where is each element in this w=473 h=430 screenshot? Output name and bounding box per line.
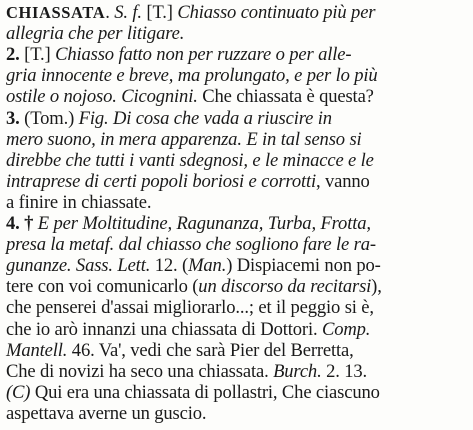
entry-line (6, 108, 332, 129)
text-run: 4. † (6, 213, 38, 234)
text-run: che io arò innanzi una chiassata di Dottori. (6, 318, 322, 340)
text-run: allegria che per litigare. (6, 23, 185, 45)
entry-line (6, 234, 376, 255)
entry-line (6, 213, 371, 234)
entry-line (6, 129, 362, 150)
text-run: Chiasso continuato più per (177, 2, 376, 23)
text-run: che penserei d'assai migliorarlo...; et il peggio si è, (6, 297, 374, 319)
text-run: ), (371, 276, 382, 298)
text-run: [T.] (141, 2, 178, 23)
text-run: Man. (188, 255, 227, 277)
text-run: ostile o nojoso. (6, 86, 122, 108)
text-run: 2. 13. (321, 360, 368, 382)
text-run: Che di novizi ha seco una chiassata. (6, 360, 274, 382)
entry-line (6, 23, 184, 44)
headword: CHIASSATA (6, 3, 106, 22)
entry-line (6, 171, 370, 192)
text-run: Mantell. (6, 339, 68, 361)
entry-line (6, 319, 370, 340)
text-run: presa la metaf. dal chiasso che sogliono fare le ra- (6, 234, 376, 256)
entry-line (6, 86, 374, 107)
text-run: gria innocente e breve, ma prolungato, e per lo più (6, 65, 378, 87)
entry-line (6, 2, 375, 23)
text-run: direbbe che tutti i vanti sdegnosi, e le minacce e le (6, 149, 374, 171)
entry-line (6, 403, 206, 424)
entry-line (6, 297, 374, 318)
text-run: Comp. (321, 318, 371, 340)
text-run: mero suono, in mera apparenza. E in tal senso si (6, 128, 362, 150)
text-run: un discorso da recitarsi (198, 276, 372, 298)
text-run: Fig. Di cosa che vada a riuscire in (78, 107, 332, 129)
entry-line (6, 192, 151, 213)
text-run: Cicognini. (121, 86, 198, 108)
entry-line (6, 382, 380, 403)
text-run: a finire in chiassate. (6, 191, 152, 213)
text-run: (C) (6, 381, 31, 403)
text-run: 3. (6, 107, 25, 129)
text-run: Che chiassata è questa? (197, 86, 374, 108)
entry-line (6, 65, 378, 86)
entry-line (6, 150, 374, 171)
text-run: S. f. (114, 2, 142, 23)
entry-line (6, 255, 381, 276)
text-run: ) Dispiacemi non po- (226, 255, 381, 277)
text-run: E per Moltitudine, Ragunanza, Turba, Frotta, (37, 213, 371, 234)
text-run: Burch. (273, 360, 322, 382)
entry-line (6, 44, 351, 65)
entry-line (6, 340, 354, 361)
entry-line (6, 276, 382, 297)
entry-line (6, 361, 367, 382)
text-run: Chiasso fatto non per ruzzare o per alle- (55, 44, 352, 66)
text-run: , vanno (316, 170, 370, 192)
text-run: Qui era una chiassata di pollastri, Che ciascuno (30, 381, 380, 403)
text-run: intraprese di certi popoli boriosi e corrotti (6, 170, 317, 192)
text-run: gunanze. Sass. Lett. (6, 255, 151, 277)
text-run: 46. Va', vedi che sarà Pier del Berretta, (67, 339, 354, 361)
text-run: aspettava averne un guscio. (6, 402, 207, 424)
text-run: tere con voi comunicarlo ( (6, 276, 199, 298)
text-run: 2. (6, 44, 25, 66)
text-run: (Tom.) (24, 107, 79, 129)
text-run: . (105, 2, 115, 23)
text-run: 12. ( (150, 255, 189, 277)
text-run: [T.] (24, 44, 56, 66)
